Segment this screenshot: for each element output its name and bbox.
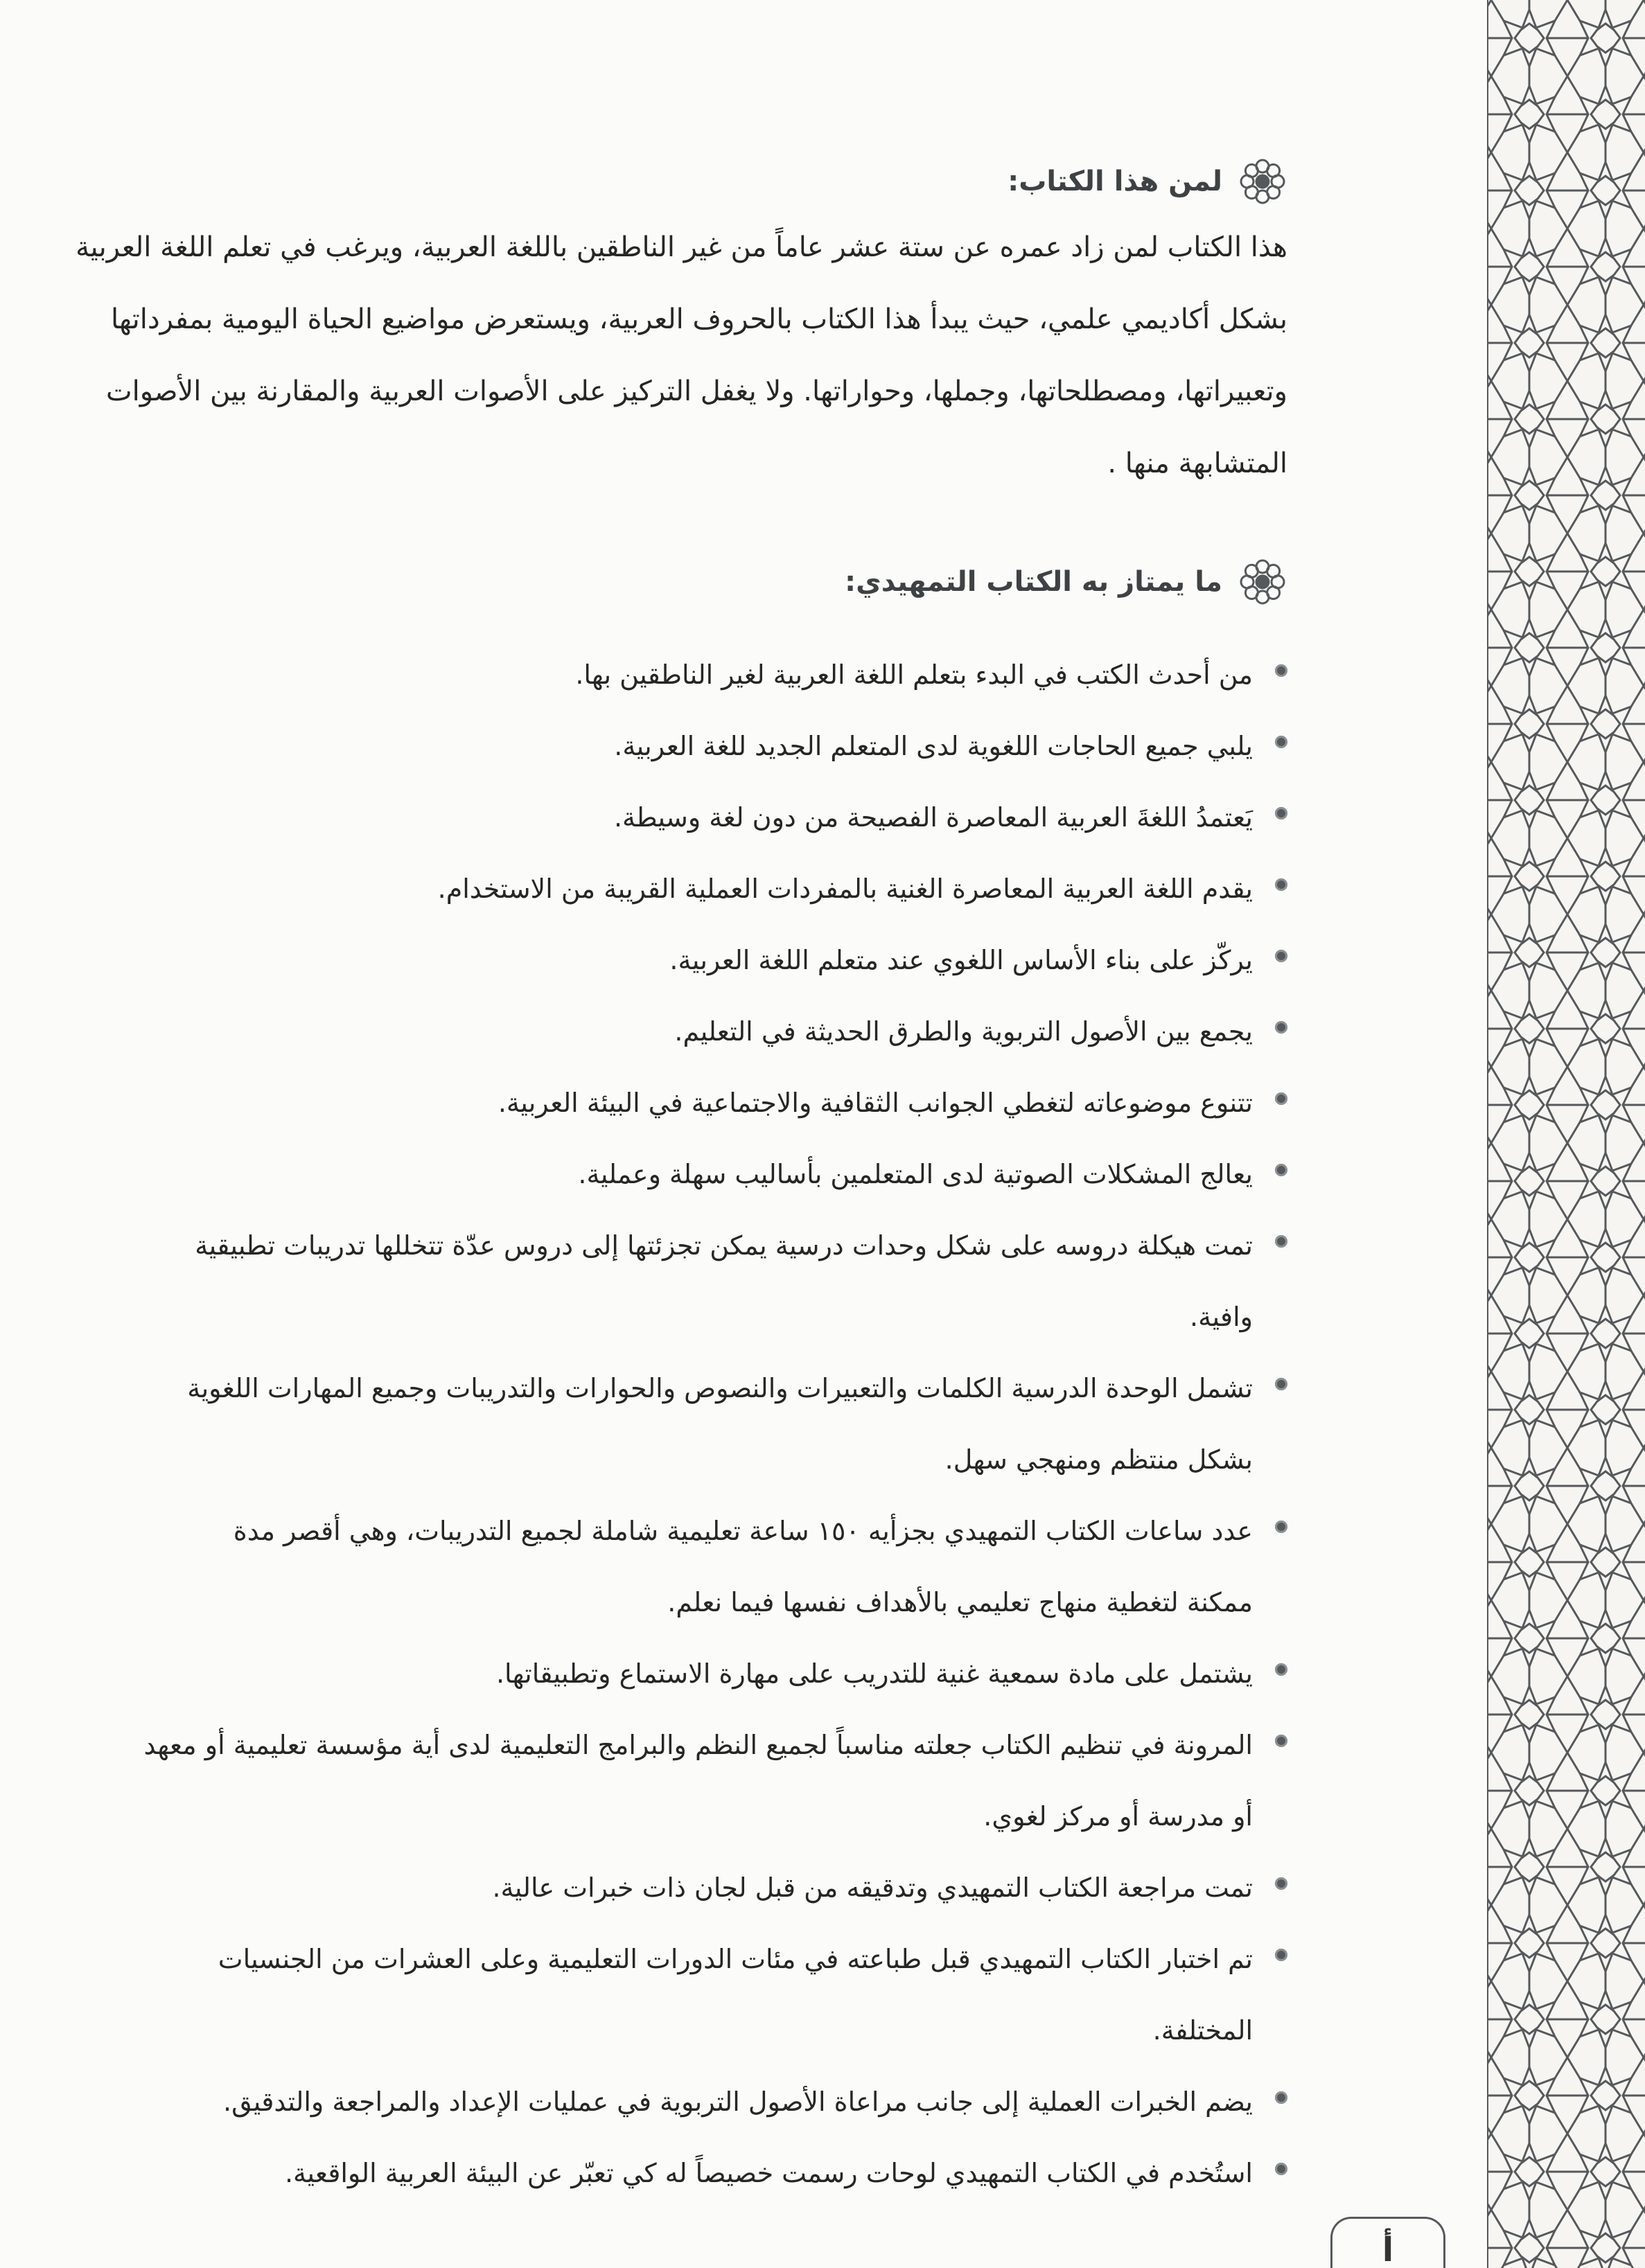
feature-text-line: يَعتمدُ اللغةَ العربية المعاصرة الفصيحة من دون لغة وسيطة. (613, 802, 1253, 833)
feature-text-line: بشكل منتظم ومنهجي سهل. (944, 1444, 1253, 1475)
section-heading-text: ما يمتاز به الكتاب التمهيدي: (845, 566, 1222, 598)
feature-text-line: يعالج المشكلات الصوتية لدى المتعلمين بأساليب سهلة وعملية. (578, 1159, 1253, 1189)
feature-text-line: تمت مراجعة الكتاب التمهيدي وتدقيقه من قبل لجان ذات خبرات عالية. (492, 1872, 1253, 1903)
feature-text-line: تمت هيكلة دروسه على شكل وحدات درسية يمكن تجزئتها إلى دروس عدّة تتخللها تدريبات تطبيقية (195, 1230, 1253, 1261)
feature-list-item (0, 1711, 1287, 1854)
paragraph-line: المتشابهة منها . (1107, 448, 1287, 479)
page-number: أ (1330, 2217, 1445, 2268)
bullet-icon (1275, 950, 1287, 962)
bullet-icon (1275, 1521, 1287, 1533)
feature-text-line: من أحدث الكتب في البدء بتعلم اللغة العربية لغير الناطقين بها. (575, 659, 1253, 690)
feature-text-line: يركّز على بناء الأساس اللغوي عند متعلم اللغة العربية. (669, 945, 1253, 975)
feature-text-line: تم اختبار الكتاب التمهيدي قبل طباعته في مئات الدورات التعليمية وعلى العشرات من الجنسيات (218, 1944, 1253, 1974)
feature-list-item (0, 2068, 1287, 2139)
bullet-icon (1275, 1164, 1287, 1176)
feature-text-line: يقدم اللغة العربية المعاصرة الغنية بالمفردات العملية القريبة من الاستخدام. (437, 874, 1253, 904)
bullet-icon (1275, 1663, 1287, 1676)
bullet-icon (1275, 736, 1287, 748)
feature-text-line: يشتمل على مادة سمعية غنية للتدريب على مهارة الاستماع وتطبيقاتها. (495, 1658, 1253, 1689)
feature-text-line: وافية. (1190, 1302, 1253, 1332)
feature-text-line: عدد ساعات الكتاب التمهيدي بجزأيه ١٥٠ ساعة تعليمية شاملة لجميع التدريبات، وهي أقصر مدة (233, 1516, 1253, 1546)
feature-text-line: استُخدم في الكتاب التمهيدي لوحات رسمت خصيصاً له كي تعبّر عن البيئة العربية الواقعية. (284, 2158, 1253, 2188)
section-heading-text: لمن هذا الكتاب: (1008, 166, 1222, 197)
section-heading-features (845, 554, 1287, 610)
section-heading-audience (1008, 154, 1287, 209)
audience-paragraph (0, 211, 1287, 499)
feature-list-item (0, 641, 1287, 712)
bullet-icon (1275, 1877, 1287, 1890)
feature-list-item (0, 926, 1287, 998)
feature-text-line: يضم الخبرات العملية إلى جانب مراعاة الأصول التربوية في عمليات الإعداد والمراجعة والتدقيق. (222, 2087, 1253, 2117)
feature-list-item (0, 1069, 1287, 1140)
rosette-icon (1238, 157, 1287, 206)
feature-list-item (0, 2139, 1287, 2211)
feature-text-line: ممكنة لتغطية منهاج تعليمي بالأهداف نفسها فيما نعلم. (667, 1587, 1253, 1618)
bullet-icon (1275, 1949, 1287, 1961)
bullet-icon (1275, 878, 1287, 891)
bullet-icon (1275, 2091, 1287, 2104)
rosette-icon (1238, 557, 1287, 607)
bullet-icon (1275, 1735, 1287, 1747)
feature-list-item (0, 1925, 1287, 2068)
feature-text-line: يجمع بين الأصول التربوية والطرق الحديثة في التعليم. (674, 1016, 1253, 1047)
bullet-icon (1275, 1092, 1287, 1105)
bullet-icon (1275, 1021, 1287, 1034)
feature-list-item (0, 783, 1287, 855)
bullet-icon (1275, 807, 1287, 820)
paragraph-line: هذا الكتاب لمن زاد عمره عن ستة عشر عاماً من غير الناطقين باللغة العربية، ويرغب في تعلم اللغة العربية (76, 231, 1287, 263)
bullet-icon (1275, 664, 1287, 677)
feature-text-line: يلبي جميع الحاجات اللغوية لدى المتعلم الجديد للغة العربية. (614, 731, 1253, 761)
bullet-icon (1275, 2163, 1287, 2175)
feature-list-item (0, 1640, 1287, 1711)
paragraph-line: وتعبيراتها، ومصطلحاتها، وجملها، وحواراتها. ولا يغفل التركيز على الأصوات العربية والمقارنة بين الأصوات (106, 375, 1287, 407)
feature-list-item (0, 712, 1287, 783)
feature-list-item (0, 1354, 1287, 1497)
feature-list-item (0, 1212, 1287, 1354)
feature-list-item (0, 1854, 1287, 1925)
feature-text-line: تتنوع موضوعاته لتغطي الجوانب الثقافية والاجتماعية في البيئة العربية. (498, 1088, 1253, 1118)
bullet-icon (1275, 1235, 1287, 1248)
paragraph-line: بشكل أكاديمي علمي، حيث يبدأ هذا الكتاب بالحروف العربية، ويستعرض مواضيع الحياة اليومية بمفرداتها (110, 303, 1287, 335)
geometric-pattern-icon (1488, 0, 1645, 2268)
feature-text-line: أو مدرسة أو مركز لغوي. (983, 1801, 1253, 1832)
feature-list-item (0, 855, 1287, 926)
feature-text-line: المختلفة. (1152, 2015, 1253, 2046)
decorative-border (1487, 0, 1645, 2268)
bullet-icon (1275, 1378, 1287, 1390)
feature-list-item (0, 1497, 1287, 1640)
feature-list-item (0, 998, 1287, 1069)
feature-text-line: المرونة في تنظيم الكتاب جعلته مناسباً لجميع النظم والبرامج التعليمية لدى أية مؤسسة تعليمية أو معهد (143, 1730, 1253, 1760)
feature-list-item (0, 1140, 1287, 1212)
features-list (0, 641, 1287, 2211)
feature-text-line: تشمل الوحدة الدرسية الكلمات والتعبيرات والنصوص والحوارات والتدريبات وجميع المهارات اللغوية (187, 1373, 1253, 1403)
